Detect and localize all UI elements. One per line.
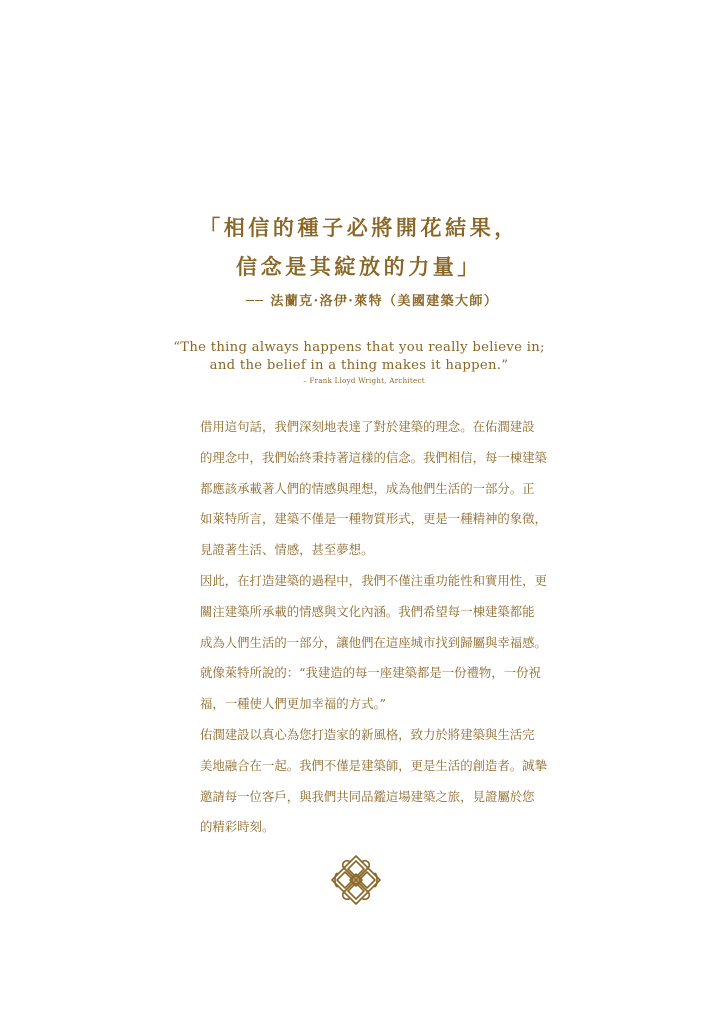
body-line: 見證著生活、情感，甚至夢想。 xyxy=(200,542,374,558)
english-quote-line-2: and the belief in a thing makes it happen.” xyxy=(209,358,509,373)
body-line: 美地融合在一起。我們不僅是建築師，更是生活的創造者。誠摯 xyxy=(200,757,547,773)
body-text xyxy=(200,416,547,847)
body-line: 借用這句話，我們深刻地表達了對於建築的理念。在佑潤建設 xyxy=(200,419,535,434)
interlaced-knot-logo-icon xyxy=(330,854,382,906)
english-quote-line-1: “The thing always happens that you really believe in; xyxy=(173,340,545,355)
body-line: 成為人們生活的一部分，讓他們在這座城市找到歸屬與幸福感。 xyxy=(200,634,547,650)
body-line: 佑潤建設以真心為您打造家的新風格，致力於將建築與生活完 xyxy=(200,726,535,742)
body-line: 邀請每一位客戶，與我們共同品鑑這場建築之旅，見證屬於您 xyxy=(200,788,535,804)
chinese-quote-line-1: 「相信的種子必將開花結果， xyxy=(199,215,519,240)
body-line: 如萊特所言，建築不僅是一種物質形式，更是一種精神的象徵， xyxy=(200,511,547,527)
body-line: 的精彩時刻。 xyxy=(200,819,275,835)
body-line: 關注建築所承載的情感與文化內涵。我們希望每一棟建築都能 xyxy=(200,603,535,619)
body-line: 福，一種使人們更加幸福的方式。” xyxy=(200,696,386,712)
chinese-quote-attribution: ── 法蘭克·洛伊·萊特（美國建築大師） xyxy=(246,294,499,309)
body-line: 的理念中，我們始終秉持著這樣的信念。我們相信，每一棟建築 xyxy=(200,449,547,465)
body-line: 都應該承載著人們的情感與理想，成為他們生活的一部分。正 xyxy=(200,480,535,496)
body-line: 就像萊特所說的：“我建造的每一座建築都是一份禮物，一份祝 xyxy=(200,665,541,681)
body-line: 因此，在打造建築的過程中，我們不僅注重功能性和實用性，更 xyxy=(200,572,547,588)
chinese-quote-line-2: 信念是其綻放的力量」 xyxy=(236,254,482,279)
english-quote-attribution: – Frank Lloyd Wright, Architect xyxy=(303,377,425,385)
